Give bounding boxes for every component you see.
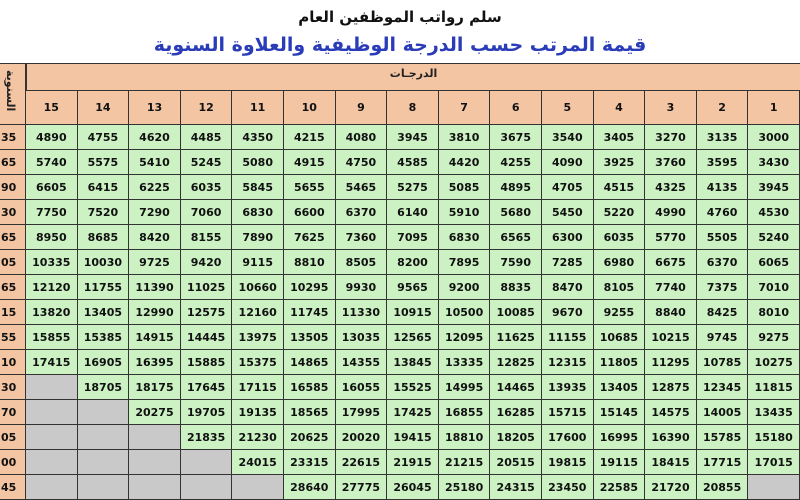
salary-cell: 5770: [645, 225, 697, 250]
salary-cell: 8010: [748, 300, 800, 325]
salary-cell: 24315: [490, 475, 542, 500]
salary-cell: 6035: [594, 225, 646, 250]
grade-header: 8: [387, 91, 439, 125]
grade-header: 6: [490, 91, 542, 125]
salary-cell: 21215: [439, 450, 491, 475]
salary-cell: 16055: [336, 375, 388, 400]
salary-cell: 9200: [439, 275, 491, 300]
salary-cell: 17600: [542, 425, 594, 450]
side-value: 30: [0, 375, 26, 400]
salary-cell: 8810: [284, 250, 336, 275]
salary-cell: 13935: [542, 375, 594, 400]
salary-cell: 10685: [594, 325, 646, 350]
salary-cell: 6565: [490, 225, 542, 250]
salary-cell: 12095: [439, 325, 491, 350]
salary-cell: 4350: [232, 125, 284, 150]
salary-cell: 19415: [387, 425, 439, 450]
salary-cell: 13335: [439, 350, 491, 375]
salary-cell: 17115: [232, 375, 284, 400]
salary-cell: 15375: [232, 350, 284, 375]
grade-header: 14: [78, 91, 130, 125]
salary-cell: 12120: [26, 275, 78, 300]
salary-cell: 15715: [542, 400, 594, 425]
salary-cell: 5220: [594, 200, 646, 225]
salary-cell: 12160: [232, 300, 284, 325]
salary-cell: 6600: [284, 200, 336, 225]
grade-header: 9: [336, 91, 388, 125]
salary-cell: 13435: [748, 400, 800, 425]
salary-cell: 3760: [645, 150, 697, 175]
salary-cell: 9725: [129, 250, 181, 275]
salary-cell: 8950: [26, 225, 78, 250]
salary-cell: 10215: [645, 325, 697, 350]
salary-table: [0, 63, 800, 500]
salary-cell: 3810: [439, 125, 491, 150]
side-value: 65: [0, 150, 26, 175]
empty-cell: [26, 425, 78, 450]
salary-cell: 14995: [439, 375, 491, 400]
salary-cell: 10295: [284, 275, 336, 300]
salary-cell: 15785: [697, 425, 749, 450]
side-value: 05: [0, 250, 26, 275]
side-value: 15: [0, 300, 26, 325]
salary-cell: 13035: [336, 325, 388, 350]
salary-cell: 7360: [336, 225, 388, 250]
grade-header: 7: [439, 91, 491, 125]
side-value: 90: [0, 175, 26, 200]
salary-cell: 23450: [542, 475, 594, 500]
side-value: 05: [0, 425, 26, 450]
salary-cell: 6830: [232, 200, 284, 225]
salary-cell: 11805: [594, 350, 646, 375]
salary-cell: 17715: [697, 450, 749, 475]
salary-cell: 4915: [284, 150, 336, 175]
salary-cell: 15145: [594, 400, 646, 425]
salary-cell: 20275: [129, 400, 181, 425]
salary-cell: 4325: [645, 175, 697, 200]
salary-cell: 15180: [748, 425, 800, 450]
salary-cell: 21230: [232, 425, 284, 450]
salary-cell: 4750: [336, 150, 388, 175]
salary-cell: 5465: [336, 175, 388, 200]
salary-cell: 6980: [594, 250, 646, 275]
salary-cell: 9420: [181, 250, 233, 275]
salary-cell: 11330: [336, 300, 388, 325]
salary-cell: 17995: [336, 400, 388, 425]
empty-cell: [129, 425, 181, 450]
salary-cell: 4620: [129, 125, 181, 150]
salary-cell: 3135: [697, 125, 749, 150]
grade-header: 11: [232, 91, 284, 125]
salary-cell: 4255: [490, 150, 542, 175]
salary-cell: 8155: [181, 225, 233, 250]
salary-cell: 5240: [748, 225, 800, 250]
salary-cell: 11755: [78, 275, 130, 300]
side-value: 30: [0, 200, 26, 225]
empty-cell: [129, 475, 181, 500]
salary-cell: 3945: [387, 125, 439, 150]
salary-cell: 16995: [594, 425, 646, 450]
salary-cell: 21835: [181, 425, 233, 450]
salary-cell: 13845: [387, 350, 439, 375]
salary-cell: 5680: [490, 200, 542, 225]
salary-cell: 7625: [284, 225, 336, 250]
grade-header: 15: [26, 91, 78, 125]
salary-cell: 4890: [26, 125, 78, 150]
salary-cell: 16905: [78, 350, 130, 375]
side-value: 55: [0, 325, 26, 350]
salary-cell: 16395: [129, 350, 181, 375]
salary-cell: 14445: [181, 325, 233, 350]
salary-cell: 17415: [26, 350, 78, 375]
salary-cell: 12825: [490, 350, 542, 375]
salary-cell: 4420: [439, 150, 491, 175]
salary-cell: 10500: [439, 300, 491, 325]
salary-cell: 14915: [129, 325, 181, 350]
empty-cell: [26, 375, 78, 400]
empty-cell: [26, 475, 78, 500]
salary-cell: 19115: [594, 450, 646, 475]
salary-cell: 5410: [129, 150, 181, 175]
salary-cell: 15855: [26, 325, 78, 350]
grade-header: 12: [181, 91, 233, 125]
salary-cell: 14865: [284, 350, 336, 375]
empty-cell: [78, 450, 130, 475]
salary-cell: 8425: [697, 300, 749, 325]
salary-cell: 9670: [542, 300, 594, 325]
salary-cell: 4990: [645, 200, 697, 225]
salary-cell: 6370: [697, 250, 749, 275]
salary-cell: 14575: [645, 400, 697, 425]
salary-cell: 17015: [748, 450, 800, 475]
salary-cell: 11155: [542, 325, 594, 350]
grade-header: 2: [697, 91, 749, 125]
salary-cell: 4135: [697, 175, 749, 200]
salary-cell: 8105: [594, 275, 646, 300]
grade-header: 5: [542, 91, 594, 125]
salary-cell: 5450: [542, 200, 594, 225]
salary-cell: 6370: [336, 200, 388, 225]
side-header-label: السنوية: [4, 70, 17, 112]
salary-cell: 4090: [542, 150, 594, 175]
side-value: 35: [0, 125, 26, 150]
salary-cell: 8470: [542, 275, 594, 300]
grade-header: 13: [129, 91, 181, 125]
salary-cell: 11745: [284, 300, 336, 325]
salary-cell: 17425: [387, 400, 439, 425]
grade-header: 4: [594, 91, 646, 125]
side-header: [0, 63, 26, 125]
salary-cell: 10085: [490, 300, 542, 325]
salary-cell: 4585: [387, 150, 439, 175]
salary-cell: 13405: [78, 300, 130, 325]
salary-cell: 5080: [232, 150, 284, 175]
salary-cell: 9275: [748, 325, 800, 350]
salary-cell: 13405: [594, 375, 646, 400]
empty-cell: [181, 475, 233, 500]
salary-cell: 5575: [78, 150, 130, 175]
salary-cell: 14355: [336, 350, 388, 375]
salary-cell: 4215: [284, 125, 336, 150]
salary-cell: 18175: [129, 375, 181, 400]
side-value: 10: [0, 350, 26, 375]
salary-cell: 5845: [232, 175, 284, 200]
salary-cell: 18705: [78, 375, 130, 400]
salary-cell: 11815: [748, 375, 800, 400]
salary-cell: 8200: [387, 250, 439, 275]
salary-cell: 15385: [78, 325, 130, 350]
salary-cell: 6830: [439, 225, 491, 250]
grades-banner: الدرجـات: [26, 63, 800, 91]
salary-cell: 9115: [232, 250, 284, 275]
side-value: 45: [0, 475, 26, 500]
salary-cell: 6605: [26, 175, 78, 200]
salary-cell: 10915: [387, 300, 439, 325]
salary-cell: 3270: [645, 125, 697, 150]
salary-cell: 6035: [181, 175, 233, 200]
salary-cell: 18810: [439, 425, 491, 450]
salary-cell: 19815: [542, 450, 594, 475]
salary-cell: 3540: [542, 125, 594, 150]
salary-cell: 3000: [748, 125, 800, 150]
salary-cell: 10275: [748, 350, 800, 375]
salary-cell: 6300: [542, 225, 594, 250]
salary-cell: 19135: [232, 400, 284, 425]
salary-cell: 7890: [232, 225, 284, 250]
salary-cell: 12565: [387, 325, 439, 350]
salary-cell: 10030: [78, 250, 130, 275]
salary-cell: 13820: [26, 300, 78, 325]
salary-cell: 9930: [336, 275, 388, 300]
salary-cell: 8420: [129, 225, 181, 250]
salary-cell: 10785: [697, 350, 749, 375]
salary-cell: 6065: [748, 250, 800, 275]
salary-cell: 16585: [284, 375, 336, 400]
salary-cell: 4530: [748, 200, 800, 225]
salary-cell: 15525: [387, 375, 439, 400]
salary-cell: 7375: [697, 275, 749, 300]
salary-cell: 12875: [645, 375, 697, 400]
salary-cell: 26045: [387, 475, 439, 500]
page-title: سلم رواتب الموظفين العام: [298, 8, 502, 26]
salary-cell: 8505: [336, 250, 388, 275]
grade-header: 3: [645, 91, 697, 125]
salary-cell: 6415: [78, 175, 130, 200]
empty-cell: [78, 400, 130, 425]
salary-cell: 6675: [645, 250, 697, 275]
salary-cell: 3430: [748, 150, 800, 175]
salary-cell: 7010: [748, 275, 800, 300]
salary-cell: 5740: [26, 150, 78, 175]
salary-cell: 22585: [594, 475, 646, 500]
grade-header: 1: [748, 91, 800, 125]
salary-cell: 5910: [439, 200, 491, 225]
salary-cell: 9745: [697, 325, 749, 350]
salary-cell: 23315: [284, 450, 336, 475]
salary-cell: 15885: [181, 350, 233, 375]
salary-cell: 7095: [387, 225, 439, 250]
salary-cell: 4755: [78, 125, 130, 150]
salary-cell: 7750: [26, 200, 78, 225]
salary-cell: 4515: [594, 175, 646, 200]
salary-cell: 5505: [697, 225, 749, 250]
salary-cell: 16390: [645, 425, 697, 450]
salary-cell: 4705: [542, 175, 594, 200]
salary-cell: 7290: [129, 200, 181, 225]
salary-cell: 11625: [490, 325, 542, 350]
salary-cell: 7285: [542, 250, 594, 275]
salary-cell: 7060: [181, 200, 233, 225]
salary-cell: 11295: [645, 350, 697, 375]
salary-cell: 4895: [490, 175, 542, 200]
salary-cell: 11390: [129, 275, 181, 300]
salary-cell: 3595: [697, 150, 749, 175]
salary-cell: 20855: [697, 475, 749, 500]
empty-cell: [78, 425, 130, 450]
salary-cell: 21915: [387, 450, 439, 475]
empty-cell: [78, 475, 130, 500]
salary-cell: 5275: [387, 175, 439, 200]
salary-cell: 12315: [542, 350, 594, 375]
empty-cell: [129, 450, 181, 475]
salary-cell: 12345: [697, 375, 749, 400]
salary-cell: 21720: [645, 475, 697, 500]
salary-cell: 20625: [284, 425, 336, 450]
side-value: 65: [0, 225, 26, 250]
salary-cell: 11025: [181, 275, 233, 300]
empty-cell: [748, 475, 800, 500]
salary-cell: 6225: [129, 175, 181, 200]
salary-cell: 13505: [284, 325, 336, 350]
salary-cell: 7740: [645, 275, 697, 300]
salary-cell: 3675: [490, 125, 542, 150]
page-subtitle: قيمة المرتب حسب الدرجة الوظيفية والعلاوة السنوية: [153, 34, 647, 56]
salary-cell: 22615: [336, 450, 388, 475]
salary-cell: 16285: [490, 400, 542, 425]
salary-cell: 5085: [439, 175, 491, 200]
salary-cell: 10335: [26, 250, 78, 275]
salary-cell: 18205: [490, 425, 542, 450]
salary-cell: 25180: [439, 475, 491, 500]
salary-cell: 7895: [439, 250, 491, 275]
salary-cell: 3925: [594, 150, 646, 175]
salary-cell: 18415: [645, 450, 697, 475]
salary-cell: 9565: [387, 275, 439, 300]
salary-cell: 20515: [490, 450, 542, 475]
salary-cell: 8840: [645, 300, 697, 325]
salary-cell: 8835: [490, 275, 542, 300]
salary-cell: 12575: [181, 300, 233, 325]
empty-cell: [26, 450, 78, 475]
side-value: 65: [0, 275, 26, 300]
salary-cell: 10660: [232, 275, 284, 300]
salary-cell: 7590: [490, 250, 542, 275]
salary-cell: 13975: [232, 325, 284, 350]
salary-cell: 24015: [232, 450, 284, 475]
empty-cell: [26, 400, 78, 425]
salary-cell: 5655: [284, 175, 336, 200]
salary-cell: 20020: [336, 425, 388, 450]
salary-cell: 5245: [181, 150, 233, 175]
side-value: 70: [0, 400, 26, 425]
salary-cell: 3945: [748, 175, 800, 200]
salary-cell: 12990: [129, 300, 181, 325]
salary-cell: 4485: [181, 125, 233, 150]
salary-cell: 19705: [181, 400, 233, 425]
salary-cell: 28640: [284, 475, 336, 500]
salary-cell: 8685: [78, 225, 130, 250]
salary-cell: 4760: [697, 200, 749, 225]
salary-cell: 18565: [284, 400, 336, 425]
salary-cell: 14005: [697, 400, 749, 425]
empty-cell: [232, 475, 284, 500]
empty-cell: [181, 450, 233, 475]
salary-cell: 7520: [78, 200, 130, 225]
salary-cell: 4080: [336, 125, 388, 150]
grade-header: 10: [284, 91, 336, 125]
salary-cell: 14465: [490, 375, 542, 400]
salary-cell: 17645: [181, 375, 233, 400]
salary-cell: 16855: [439, 400, 491, 425]
salary-cell: 9255: [594, 300, 646, 325]
salary-cell: 27775: [336, 475, 388, 500]
salary-cell: 6140: [387, 200, 439, 225]
side-value: 00: [0, 450, 26, 475]
salary-cell: 3405: [594, 125, 646, 150]
